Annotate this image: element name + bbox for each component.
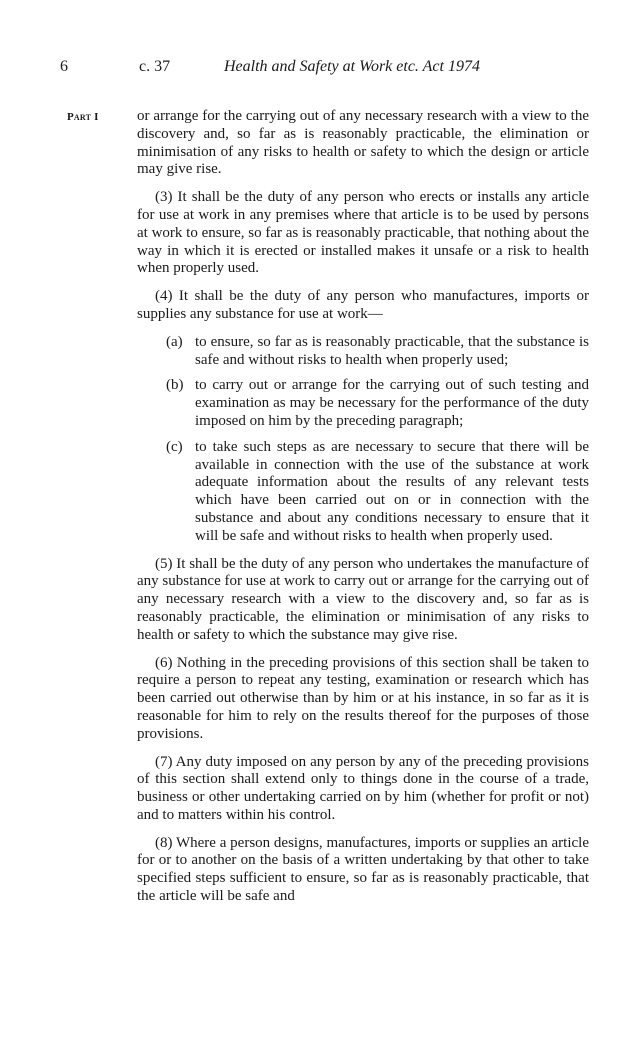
section-body xyxy=(137,108,589,916)
subsection-6: (6) Nothing in the preceding provisions of this section shall be taken to require a person to repeat any testing, examination or research which has been carried out otherwise than by him or at his instance, in so far as it is reasonable for him to rely on the results thereof for the purposes of those provisions. xyxy=(137,654,589,742)
continuation-paragraph: or arrange for the carrying out of any necessary research with a view to the discovery and, so far as is reasonably practicable, the elimination or minimisation of any risks to health or safety to which the design or article may give rise. xyxy=(137,108,589,178)
item-text: to carry out or arrange for the carrying out of such testing and examination as may be necessary for the performance of the duty imposed on him by the preceding paragraph; xyxy=(195,377,589,429)
item-text: to ensure, so far as is reasonably practicable, that the substance is safe and without risks to health when properly used; xyxy=(195,333,589,368)
part-margin-note: Part I xyxy=(67,111,99,123)
subsection-5: (5) It shall be the duty of any person who undertakes the manufacture of any substance for use at work to carry out or arrange for the carrying out of any necessary research with a view to the discovery and, so far as is reasonably practicable, the elimination or minimisation of any risks to health or safety to which the substance may give rise. xyxy=(137,555,589,643)
subsection-4-item-a xyxy=(137,334,589,370)
subsection-4-item-b xyxy=(137,377,589,430)
subsection-8: (8) Where a person designs, manufactures, imports or supplies an article for or to another on the basis of a written undertaking by that other to take specified steps sufficient to ensure, so far as is reasonably practicable, that the article will be safe and xyxy=(137,834,589,905)
item-text: to take such steps as are necessary to secure that there will be available in connection with the use of the substance at work adequate information about the results of any relevant tests which have been carried out on or in connection with the substance and about any conditions necessary to ensure that it will be safe and without risks to health when properly used. xyxy=(195,438,589,544)
subsection-4-item-c xyxy=(137,439,589,546)
item-label: (c) xyxy=(166,438,183,455)
page-number: 6 xyxy=(60,58,68,75)
page-header xyxy=(0,58,638,78)
subsection-4-intro: (4) It shall be the duty of any person who manufactures, imports or supplies any substance for use at work— xyxy=(137,288,589,322)
subsection-3: (3) It shall be the duty of any person who erects or installs any article for use at work in any premises where that article is to be used by persons at work to ensure, so far as is reasonably practicable, that nothing about the way in which it is erected or installed makes it unsafe or a risk to health when properly used. xyxy=(137,189,589,277)
item-label: (a) xyxy=(166,333,183,350)
subsection-7: (7) Any duty imposed on any person by any of the preceding provisions of this section shall extend only to things done in the course of a trade, business or other undertaking carried on by him (whether for profit or not) and to matters within his control. xyxy=(137,753,589,823)
item-label: (b) xyxy=(166,377,184,394)
act-title: Health and Safety at Work etc. Act 1974 xyxy=(224,58,480,75)
chapter-reference: c. 37 xyxy=(139,58,171,75)
